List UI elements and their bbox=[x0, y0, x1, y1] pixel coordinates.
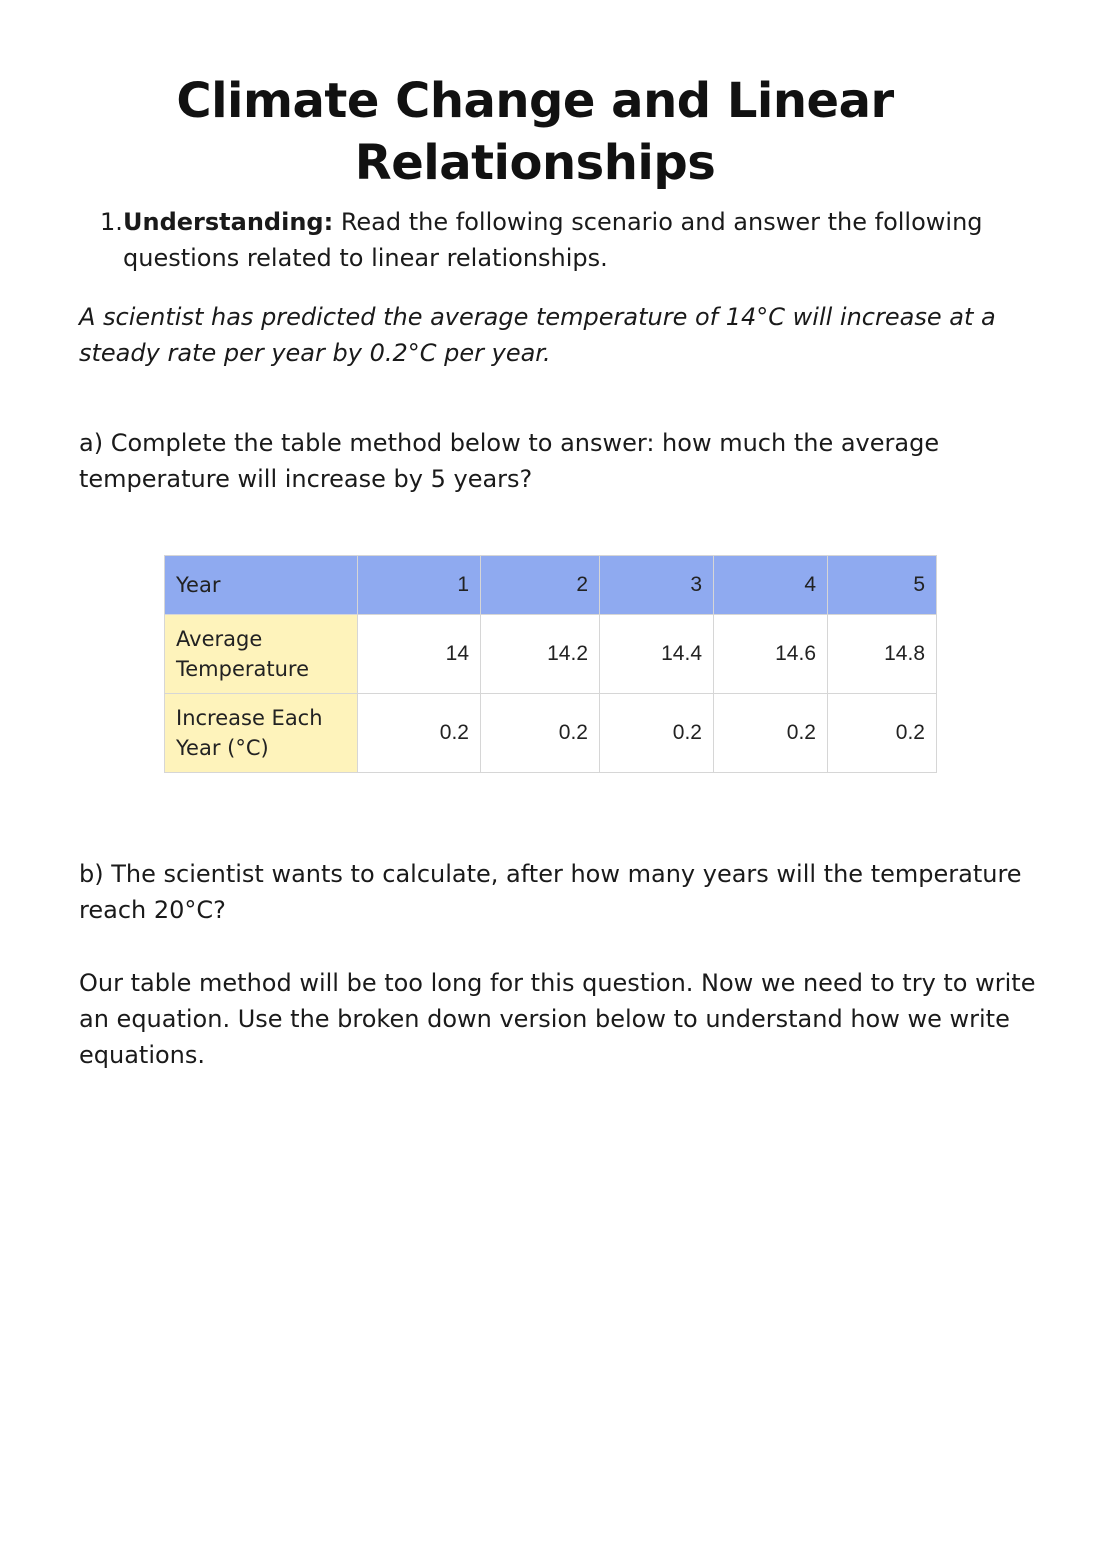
part-c-text: Our table method will be too long for this question. Now we need to try to write an equation. Use the broken down version below to understand how we write equations. bbox=[79, 969, 1036, 1069]
question-1-text bbox=[123, 204, 1000, 276]
table-cell-temperature[interactable]: 14.4 bbox=[600, 615, 714, 694]
table-cell-increase[interactable]: 0.2 bbox=[828, 694, 937, 773]
part-b-text: b) The scientist wants to calculate, after how many years will the temperature reach 20°C? bbox=[79, 860, 1022, 924]
table-cell-increase[interactable]: 0.2 bbox=[600, 694, 714, 773]
table-cell-increase[interactable]: 0.2 bbox=[481, 694, 600, 773]
table-cell-year: 5 bbox=[828, 556, 937, 615]
table-row-temperature bbox=[165, 615, 937, 694]
question-body: Read the following scenario and answer the following questions related to linear relationships. bbox=[123, 208, 983, 272]
table-cell-year: 1 bbox=[358, 556, 481, 615]
table-cell-temperature[interactable]: 14 bbox=[358, 615, 481, 694]
part-a-text: a) Complete the table method below to answer: how much the average temperature will increase by 5 years? bbox=[79, 429, 940, 493]
table-cell-temperature[interactable]: 14.6 bbox=[714, 615, 828, 694]
table-row-year bbox=[165, 556, 937, 615]
page-title: Climate Change and Linear Relationships bbox=[176, 73, 894, 191]
table-cell-increase[interactable]: 0.2 bbox=[714, 694, 828, 773]
table-cell-increase[interactable]: 0.2 bbox=[358, 694, 481, 773]
question-number: 1. bbox=[100, 208, 123, 236]
question-1 bbox=[100, 204, 1000, 276]
table-label-average-temperature: Average Temperature bbox=[165, 615, 358, 694]
table-cell-year: 2 bbox=[481, 556, 600, 615]
table-cell-temperature[interactable]: 14.2 bbox=[481, 615, 600, 694]
temperature-table bbox=[164, 555, 937, 773]
table-cell-year: 4 bbox=[714, 556, 828, 615]
table-cell-temperature[interactable]: 14.8 bbox=[828, 615, 937, 694]
question-lead: Understanding: bbox=[123, 208, 334, 236]
table-header-year: Year bbox=[165, 556, 358, 615]
table-row-increase bbox=[165, 694, 937, 773]
table-label-increase-each-year: Increase Each Year (°C) bbox=[165, 694, 358, 773]
scenario-text: A scientist has predicted the average temperature of 14°C will increase at a steady rate per year by 0.2°C per year. bbox=[79, 303, 996, 367]
table-cell-year: 3 bbox=[600, 556, 714, 615]
